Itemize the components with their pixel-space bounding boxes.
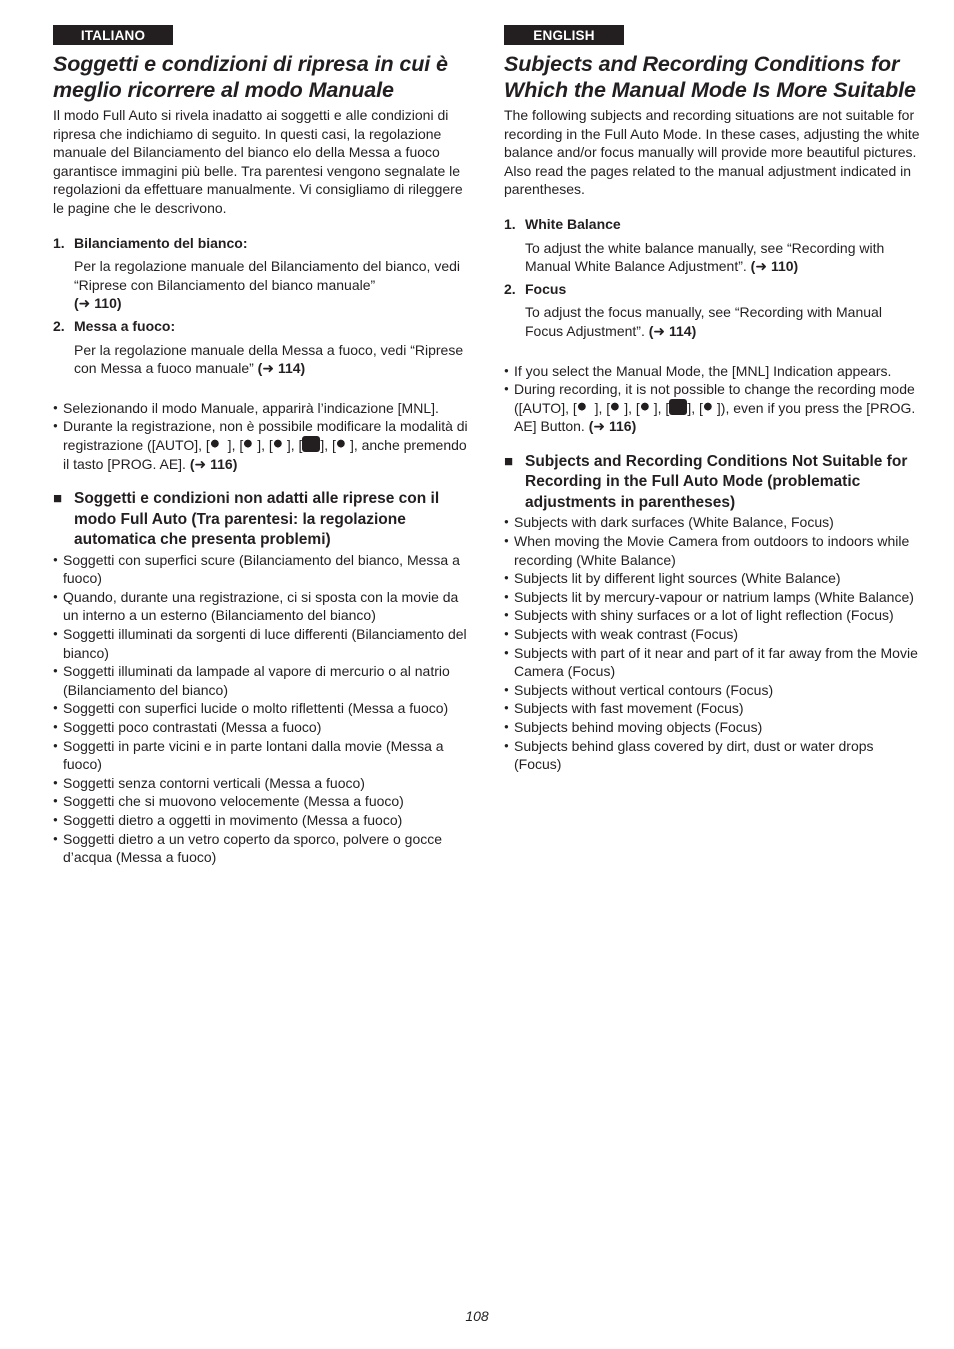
list-item: ● Subjects with shiny surfaces or a lot of light reflection (Focus) [504,606,920,625]
language-tag-english: ENGLISH [504,25,624,45]
notes-list-english [504,362,920,436]
square-bullet-icon: ■ [504,452,514,470]
list-item [504,215,920,276]
low-light-mode-icon [273,439,287,452]
language-tag-italiano: ITALIANO [53,25,173,45]
note-item: ● Durante la registrazione, non è possibile modificare la modalità di registrazione ([AUTO], [ ], [ ], [ ], [ ], [ ], anche premendo il tasto [PROG. AE]. (➜ 116) [53,417,470,473]
item-number: 2. [53,317,65,334]
subsection-heading-text: Subjects and Recording Conditions Not Suitable for Recording in the Full Auto Mode (problematic adjustments in parentheses) [525,452,908,511]
item-body-text: To adjust the focus manually, see “Recording with Manual Focus Adjustment”. [525,304,882,339]
numbered-list-italian [53,234,470,378]
item-label: Bilanciamento del bianco: [74,234,248,251]
list-item: ● Subjects with fast movement (Focus) [504,699,920,718]
sports-mode-icon [210,439,224,452]
subsection-heading-english [504,452,920,514]
list-item: ● Subjects lit by different light sources (White Balance) [504,569,920,588]
page-reference: (➜ 116) [189,455,238,472]
item-number: 2. [504,280,516,297]
list-item: ● Soggetti poco contrastati (Messa a fuoco) [53,718,470,737]
list-item: ● Subjects without vertical contours (Focus) [504,681,920,700]
intro-paragraph-english: The following subjects and recording situations are not suitable for recording in the Full Auto Mode. In these cases, adjusting the white balance and/or focus manually will provide more beautiful pictures. Also read the pages related to the manual adjustment indicated in parentheses. [504,107,920,198]
item-label: Focus [525,280,567,297]
list-item: ● Subjects with weak contrast (Focus) [504,625,920,644]
item-label: White Balance [525,215,621,232]
low-light-mode-icon [640,402,654,415]
list-item: ● Soggetti con superfici scure (Bilanciamento del bianco, Messa a fuoco) [53,551,470,588]
page-number: 108 [465,1308,489,1324]
list-item: ● Subjects lit by mercury-vapour or natrium lamps (White Balance) [504,588,920,607]
note-text: ]), even if you press the [PROG. AE] Button. [514,399,916,435]
note-item: ● If you select the Manual Mode, the [MNL] Indication appears. [504,362,920,381]
portrait-mode-icon [243,439,257,452]
list-item: ● Soggetti dietro a un vetro coperto da sporco, polvere o gocce d’acqua (Messa a fuoco) [53,830,470,867]
subsection-heading-italian [53,489,470,551]
page-reference: (➜ 116) [588,418,637,435]
item-body [53,341,470,378]
spotlight-mode-icon [302,436,320,452]
list-item [53,234,470,313]
english-column [504,25,920,774]
spotlight-mode-icon [669,399,687,415]
note-item: ● Selezionando il modo Manuale, apparirà l’indicazione [MNL]. [53,399,470,418]
list-item [53,317,470,378]
sports-mode-icon [577,402,591,415]
list-item: ● Subjects with dark surfaces (White Balance, Focus) [504,513,920,532]
list-item: ● Soggetti illuminati da lampade al vapore di mercurio o al natrio (Bilanciamento del bianco) [53,662,470,699]
list-item: ● Soggetti con superfici lucide o molto riflettenti (Messa a fuoco) [53,699,470,718]
page-reference: (➜ 114) [648,322,697,339]
numbered-list-english [504,215,920,341]
list-item: ● Soggetti senza contorni verticali (Messa a fuoco) [53,774,470,793]
list-item: ● Subjects with part of it near and part of it far away from the Movie Camera (Focus) [504,644,920,681]
note-text: Durante la registrazione, non è possibile modificare la modalità di registrazione ([AUTO], [ [63,418,468,453]
note-item: ● During recording, it is not possible to change the recording mode ([AUTO], [ ], [ ], [ ], [ ], [ ]), even if you press the [PROG. AE] Button. (➜ 116) [504,380,920,436]
notes-list-italian [53,399,470,473]
page-reference: (➜ 110) [750,258,799,275]
list-item: ● Soggetti dietro a oggetti in movimento (Messa a fuoco) [53,811,470,830]
list-item [504,280,920,341]
unsuitable-conditions-list-italian [53,551,470,867]
surf-snow-mode-icon [336,439,350,452]
item-body [504,239,920,276]
list-item: ● Subjects behind moving objects (Focus) [504,718,920,737]
page-reference: (➜ 110) [74,295,122,312]
list-item: ● Soggetti illuminati da sorgenti di luce differenti (Bilanciamento del bianco) [53,625,470,662]
item-body [504,303,920,340]
portrait-mode-icon [610,402,624,415]
item-number: 1. [504,215,516,232]
list-item: ● Soggetti che si muovono velocemente (Messa a fuoco) [53,792,470,811]
note-text: During recording, it is not possible to change the recording mode ([AUTO], [ [514,381,915,416]
square-bullet-icon: ■ [53,490,63,508]
item-number: 1. [53,234,65,251]
item-body [53,257,470,313]
surf-snow-mode-icon [703,402,717,415]
item-body-text: Per la regolazione manuale della Messa a fuoco, vedi “Riprese con Messa a fuoco manuale” [74,341,464,377]
page-title-italian: Soggetti e condizioni di ripresa in cui è meglio ricorrere al modo Manuale [53,52,448,102]
italian-column [53,25,470,867]
subsection-heading-text: Soggetti e condizioni non adatti alle riprese con il modo Full Auto (Tra parentesi: la regolazione automatica che presenta problemi) [74,490,440,549]
page-title-english: Subjects and Recording Conditions for Which the Manual Mode Is More Suitable [504,52,916,102]
list-item: ● Quando, durante una registrazione, ci si sposta con la movie da un interno a un esterno (Bilanciamento del bianco) [53,588,470,625]
list-item: ● When moving the Movie Camera from outdoors to indoors while recording (White Balance) [504,532,920,569]
page-reference: (➜ 114) [257,360,306,377]
list-item: ● Soggetti in parte vicini e in parte lontani dalla movie (Messa a fuoco) [53,737,470,774]
item-body-text: To adjust the white balance manually, see “Recording with Manual White Balance Adjustment”. [525,239,885,275]
item-label: Messa a fuoco: [74,317,176,334]
item-body-text: Per la regolazione manuale del Bilanciamento del bianco, vedi “Riprese con Bilanciamento del bianco manuale” [74,258,461,293]
note-text: ], anche premendo il tasto [PROG. AE]. [63,436,467,472]
unsuitable-conditions-list-english [504,513,920,773]
list-item: ● Subjects behind glass covered by dirt, dust or water drops (Focus) [504,737,920,774]
intro-paragraph-italian: Il modo Full Auto si rivela inadatto ai soggetti e alle condizioni di ripresa che indichiamo di seguito. In questi casi, la regolazione manuale del Bilanciamento del bianco elo della Messa a fuoco garantisce immagini più belle. Tra parentesi vengono segnalate le regolazioni da effettuare manualmente. Vi consigliamo di rileggere le pagine che le descrivono. [53,107,463,216]
